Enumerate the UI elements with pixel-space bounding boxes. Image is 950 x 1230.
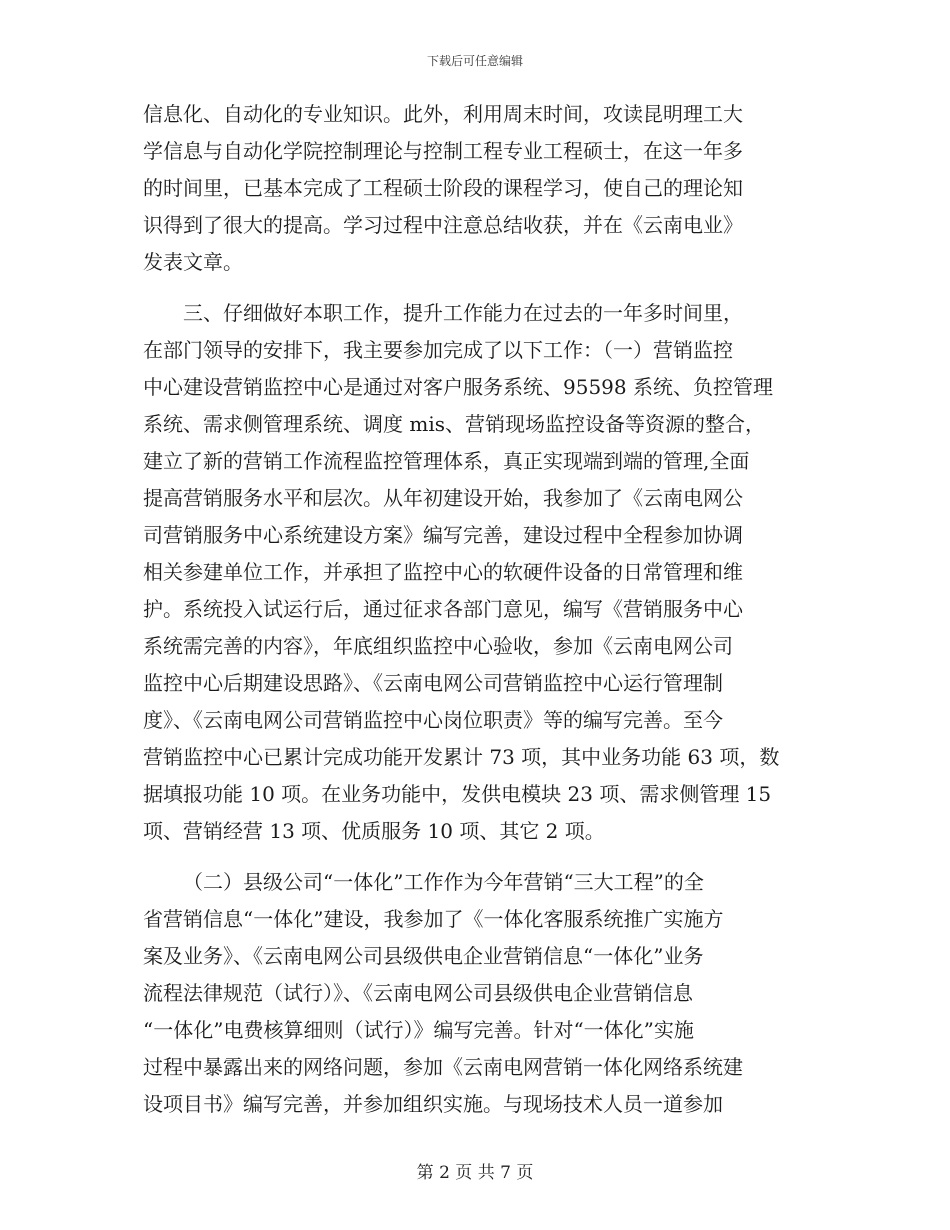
paragraph-1 — [143, 96, 813, 281]
text-line: 学信息与自动化学院控制理论与控制工程专业工程硕士，在这一年多 — [143, 139, 743, 163]
text-line: 在部门领导的安排下，我主要参加完成了以下工作：（一）营销监控 — [143, 338, 733, 362]
text-line: 中心建设营销监控中心是通过对客户服务系统、95598 系统、负控管理 — [143, 375, 773, 399]
text-line: 度》、《云南电网公司营销监控中心岗位职责》等的编写完善。至今 — [143, 708, 723, 732]
text-line: 护。系统投入试运行后，通过征求各部门意见，编写《营销服务中心 — [143, 597, 743, 621]
text-line: 省营销信息“一体化”建设，我参加了《一体化客服系统推广实施方 — [143, 907, 724, 931]
text-line: （二）县级公司“一体化”工作作为今年营销“三大工程”的全 — [183, 870, 704, 894]
text-line: 设项目书》编写完善，并参加组织实施。与现场技术人员一道参加 — [143, 1092, 723, 1116]
text-line: 司营销服务中心系统建设方案》编写完善，建设过程中全程参加协调 — [143, 523, 743, 547]
paragraph-gap — [143, 281, 813, 295]
text-line: 发表文章。 — [143, 250, 243, 274]
text-line: 流程法律规范（试行）》、《云南电网公司县级供电企业营销信息 — [143, 981, 693, 1005]
text-line: “一体化”电费核算细则（试行）》编写完善。针对“一体化”实施 — [143, 1018, 694, 1042]
paragraph-gap — [143, 850, 813, 864]
page-header: 下载后可任意编辑 — [426, 54, 523, 68]
document-body — [143, 96, 813, 1123]
text-line: 过程中暴露出来的网络问题，参加《云南电网营销一体化网络系统建 — [143, 1055, 743, 1079]
text-line: 据填报功能 10 项。在业务功能中，发供电模块 23 项、需求侧管理 15 — [143, 782, 772, 806]
paragraph-2 — [143, 295, 813, 850]
text-line: 营销监控中心已累计完成功能开发累计 73 项，其中业务功能 63 项，数 — [143, 745, 780, 769]
text-line: 监控中心后期建设思路》、《云南电网公司营销监控中心运行管理制 — [143, 671, 723, 695]
text-line: 相关参建单位工作，并承担了监控中心的软硬件设备的日常管理和维 — [143, 560, 743, 584]
text-line: 的时间里，已基本完成了工程硕士阶段的课程学习，使自己的理论知 — [143, 176, 743, 200]
text-line: 案及业务》、《云南电网公司县级供电企业营销信息“一体化”业务 — [143, 944, 704, 968]
text-line: 提高营销服务水平和层次。从年初建设开始，我参加了《云南电网公 — [143, 486, 743, 510]
text-line: 信息化、自动化的专业知识。此外，利用周末时间，攻读昆明理工大 — [143, 102, 743, 126]
text-line: 系统需完善的内容》，年底组织监控中心验收，参加《云南电网公司 — [143, 634, 733, 658]
text-line: 项、营销经营 13 项、优质服务 10 项、其它 2 项。 — [143, 819, 605, 843]
text-line: 系统、需求侧管理系统、调度 mis、营销现场监控设备等资源的整合， — [143, 412, 765, 436]
text-line: 建立了新的营销工作流程监控管理体系，真正实现端到端的管理,全面 — [143, 449, 750, 473]
paragraph-3 — [143, 864, 813, 1123]
text-line: 识得到了很大的提高。学习过程中注意总结收获，并在《云南电业》 — [143, 213, 743, 237]
text-line: 三、仔细做好本职工作，提升工作能力在过去的一年多时间里， — [183, 301, 743, 325]
page-number: 第 2 页 共 7 页 — [416, 1163, 534, 1183]
